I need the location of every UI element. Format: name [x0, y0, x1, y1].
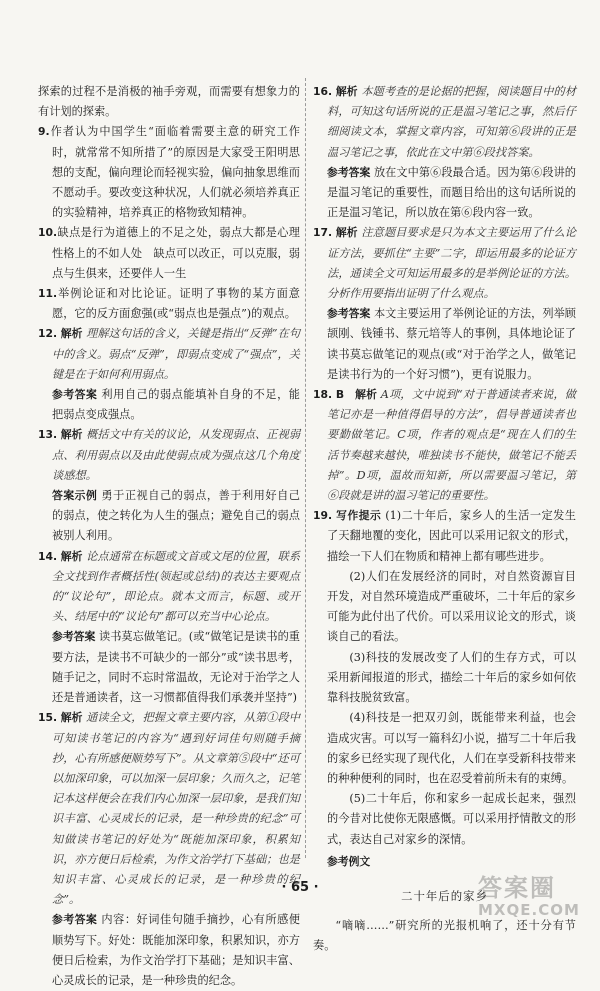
text-paragraph — [313, 567, 576, 648]
keyword-label: 解析 — [335, 226, 358, 240]
paragraph-text: 放在文中第⑥段最合适。因为第⑥段讲的是温习笔记的重要性，而题目给出的这句话所说的正是温习笔记，所以放在第⑥段内容一致。 — [327, 165, 576, 220]
paragraph-text: 作者认为中国学生“面临着需要主意的研究工作时，就常常不知所措了”的原因是大家受王阳明思想的支配，偏向理论而轻视实验，偏向抽象思维而不愿动手。要改变这种状况，人们就必须培养真正的实验精神，培养真正的格物致知精神。 — [49, 125, 300, 220]
question-item — [313, 82, 576, 163]
question-number: 18. — [313, 388, 333, 402]
keyword-label: 参考例文 — [327, 854, 371, 868]
keyword-label: 答案示例 — [52, 489, 98, 503]
text-paragraph — [313, 304, 576, 385]
paragraph-text: (1)二十年后，家乡人的生活一定发生了天翻地覆的变化，因此可以采用记叙文的形式，描绘一下人们在物质和精神上都有哪些进步。 — [327, 509, 576, 563]
page-number: · 65 · — [281, 880, 319, 895]
keyword-label: 解析 — [60, 711, 83, 725]
text-paragraph — [38, 910, 300, 991]
keyword-label: 解析 — [60, 327, 83, 341]
paragraph-text: A项，文中说到“对于普通读者来说，做笔记亦是一种值得倡导的方法”，倡导普通读者也要勤做笔记。C项，作者的观点是“现在人们的生活节奏越来越快，唯独读书不能快，做笔记不能丢掉”。D项，温故而知新，所以需要温习笔记，第⑥段就是讲的温习笔记的重要性。 — [327, 388, 576, 503]
text-paragraph — [313, 789, 576, 850]
question-item — [38, 122, 300, 223]
paragraph-text: 勇于正视自己的弱点，善于利用好自己的弱点，使之转化为人生的强点；避免自己的弱点被别人利用。 — [52, 489, 300, 543]
text-paragraph — [38, 627, 300, 708]
keyword-label: 参考答案 — [327, 307, 371, 321]
question-number: 14. — [38, 549, 58, 563]
keyword-label: 解析 — [335, 85, 358, 98]
watermark-logo — [478, 868, 588, 924]
text-paragraph — [38, 385, 300, 425]
question-item — [38, 223, 300, 284]
paragraph-text: 举例论证和对比论证。证明了事物的某方面意愿，它的反方面愈强(或“弱点也是强点”)的观点。 — [52, 287, 300, 321]
question-number: 11. — [38, 287, 58, 301]
keyword-label: 参考答案 — [52, 388, 98, 402]
paragraph-text: 探索的过程不是消极的袖手旁观，而需要有想象力的有计划的探索。 — [38, 85, 300, 119]
question-item — [313, 223, 576, 304]
question-number: 10. — [38, 226, 58, 240]
text-paragraph — [38, 486, 300, 547]
right-column — [313, 82, 576, 957]
paragraph-text: 读书莫忘做笔记。(或“做笔记是读书的重要方法，是读书不可缺少的一部分”或“读书思考，随手记之，同时不忘时常温故，无论对于治学之人还是普通读者，这一习惯都值得我们承袭并坚持”) — [52, 630, 300, 705]
keyword-label: 参考答案 — [327, 165, 371, 179]
keyword-label: 参考答案 — [52, 913, 98, 927]
essay-title: 二十年后的家乡 — [401, 888, 488, 903]
question-item — [38, 324, 300, 385]
question-number: 9. — [38, 125, 50, 139]
paragraph-text: (3)科技的发展改变了人们的生存方式，可以采用新闻报道的形式，描绘二十年后的家乡如何依靠科技脱贫致富。 — [327, 650, 576, 705]
question-item — [313, 385, 576, 506]
paragraph-text: 本题考查的是论据的把握，阅读题目中的材料，可知这句话所说的正是温习笔记之事，然后仔细阅读文本，掌握文章内容，可知第⑥段讲的正是温习笔记之事，依此在文中第⑥段找答案。 — [327, 85, 577, 159]
paragraph-text: 本文主要运用了举例论证的方法，列举顾颉刚、钱锺书、蔡元培等人的事例，具体地论证了读书莫忘做笔记的观点(或“对于治学之人，做笔记是读书行为的一个好习惯”)，更有说服力。 — [327, 307, 576, 381]
paragraph-text: (2)人们在发展经济的同时，对自然资源盲目开发，对自然环境造成严重破坏，二十年后的家乡可能为此付出了代价。可以采用议论文的形式，谈谈自己的看法。 — [327, 569, 576, 644]
text-paragraph — [313, 163, 576, 224]
paragraph-text: 利用自己的弱点能填补自身的不足，能把弱点变成强点。 — [52, 388, 300, 422]
keyword-label: B 解析 — [335, 388, 378, 402]
text-paragraph — [38, 82, 300, 122]
paragraph-text: 注意题目要求是只为本文主要运用了什么论证方法，要抓住“主要”二字，即运用最多的论证方法，通读全文可知运用最多的是举例论证的方法。分析作用要指出证明了什么观点。 — [327, 226, 577, 301]
question-number: 15. — [38, 711, 58, 725]
paragraph-text: 通读全文，把握文章主要内容，从第①段中可知读书笔记的内容为“遇到好词佳句则随手摘抄，心有所感便顺势写下”。从文章第⑤段中“还可以加深印象，可以加深一层印象；久而久之，记笔记本这样便会在我们内心加深一层印象，是我们知识丰富、心灵成长的记录，是一种珍贵的纪念”可知做读书笔记的好处为“既能加深印象，积累知识，亦方便日后检索，为作文治学打下基础；也是知识丰富、心灵成长的记录，是一种珍贵的纪念”。 — [52, 711, 301, 907]
question-item — [38, 547, 300, 628]
paragraph-text: “嘀嘀……”研究所的光报机响了，还十分有节奏。 — [313, 919, 576, 953]
question-item — [38, 284, 300, 324]
question-number: 12. — [38, 327, 58, 341]
paragraph-text: 内容：好词佳句随手摘抄，心有所感便顺势写下。好处：既能加深印象，积累知识，亦方便日后检索，为作文治学打下基础；是知识丰富、心灵成长的记录，是一种珍贵的纪念。 — [52, 913, 300, 987]
paragraph-text: 缺点是行为道德上的不足之处，弱点大都是心理性格上的不如人处 缺点可以改正，可以克服，弱点与生俱来，还要伴人一生 — [52, 226, 300, 280]
question-item — [38, 425, 300, 486]
keyword-label: 写作提示 — [336, 509, 382, 523]
question-number: 17. — [313, 226, 333, 240]
question-number: 19. — [313, 509, 333, 523]
column-divider — [305, 78, 306, 858]
paragraph-text: 理解这句话的含义，关键是指出“反弹”在句中的含义。弱点“反弹”，即弱点变成了“强点”，关键是在于如何利用弱点。 — [52, 327, 301, 381]
paragraph-text: (4)科技是一把双刃剑，既能带来利益，也会造成灾害。可以写一篇科幻小说，描写二十年后我的家乡已经实现了现代化，人们在享受新科技带来的种种便利的同时，也在忍受着前所未有的束缚。 — [327, 711, 576, 785]
text-paragraph — [313, 648, 576, 709]
keyword-label: 解析 — [60, 549, 83, 563]
question-number: 13. — [38, 428, 58, 442]
watermark-line2: MXQE.COM — [478, 901, 580, 919]
text-paragraph — [313, 708, 576, 789]
paragraph-text: 概括文中有关的议论，从发现弱点、正视弱点、利用弱点以及由此使弱点成为强点这几个角度谈感想。 — [52, 428, 301, 482]
watermark-line1: 答案圈 — [478, 874, 556, 902]
question-number: 16. — [313, 85, 333, 98]
left-column — [38, 82, 300, 991]
question-item — [313, 506, 576, 567]
paragraph-text: 论点通常在标题或文首或文尾的位置，联系全文找到作者概括性(领起或总结)的表达主要观点的“议论句”，即论点。就本文而言，标题、或开头、结尾中的“议论句”都可以充当中心论点。 — [52, 549, 301, 624]
keyword-label: 参考答案 — [52, 630, 96, 644]
paragraph-text: (5)二十年后，你和家乡一起成长起来，强烈的今昔对比使你无限感慨。可以采用抒情散文的形式，表达自己对家乡的深情。 — [327, 792, 576, 846]
keyword-label: 解析 — [60, 428, 83, 442]
